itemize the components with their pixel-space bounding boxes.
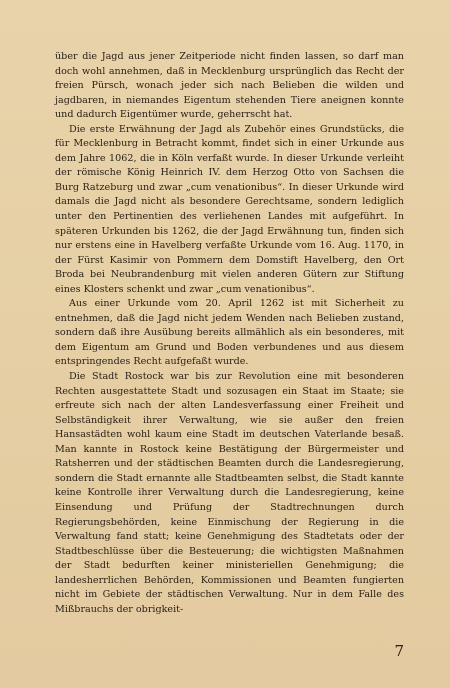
paragraph-1: über die Jagd aus jener Zeitperiode nicht finden lassen, so darf man doch wohl annehmen, daß in Mecklenburg ursprünglich das Recht der freien Pürsch, wonach jeder sich nach Belieben die wilden und jagdbaren, in niemandes Eigentum stehenden Tiere aneignen konnte und dadurch Eigentümer wurde, geherrscht hat. [55,51,404,121]
body-text [55,50,404,617]
page-number: 7 [394,642,404,660]
paragraph-2: Die erste Erwähnung der Jagd als Zubehör eines Grundstücks, die für Mecklenburg in Betracht kommt, findet sich in einer Urkunde aus dem Jahre 1062, die in Köln verfaßt wurde. In dieser Urkunde verleiht der römische König Heinrich IV. dem Herzog Otto von Sachsen die Burg Ratzeburg und zwar „cum venationibus“. In dieser Urkunde wird damals die Jagd nicht als besondere Gerechtsame, sondern lediglich unter den Pertinentien des verliehenen Landes mit aufgeführt. In späteren Urkunden bis 1262, die der Jagd Erwähnung tun, finden sich nur erstens eine in Havelberg verfaßte Urkunde vom 16. Aug. 1170, in der Fürst Kasimir von Pommern dem Domstift Havelberg, den Ort Broda bei Neubrandenburg mit vielen anderen Gütern zur Stiftung eines Klosters schenkt und zwar „cum venationibus“. [55,123,404,295]
paragraph-3: Aus einer Urkunde vom 20. April 1262 ist mit Sicherheit zu entnehmen, daß die Jagd nicht jedem Wenden nach Belieben zustand, sondern daß ihre Ausübung bereits allmählich als ein besonderes, mit dem Eigentum am Grund und Boden verbundenes und aus diesem entspringendes Recht aufgefaßt wurde. [55,298,404,368]
paragraph-4: Die Stadt Rostock war bis zur Revolution eine mit besonderen Rechten ausgestattete Stadt und sozusagen ein Staat im Staate; sie erfreute sich nach der alten Landesverfassung einer Freiheit und Selbständigkeit ihrer Verwaltung, wie sie außer den freien Hansastädten wohl kaum eine Stadt im deutschen Vaterlande besaß. Man kannte in Rostock keine Bestätigung der Bürgermeister und Ratsherren und der städtischen Beamten durch die Landesregierung, sondern die Stadt ernannte alle Stadtbeamten selbst, die Stadt kannte keine Kontrolle ihrer Verwaltung durch die Landesregierung, keine Einsendung und Prüfung der Stadtrechnungen durch Regierungsbehörden, keine Einmischung der Regierung in die Verwaltung fand statt; keine Genehmigung des Stadtetats oder der Stadtbeschlüsse über die Besteuerung; die wichtigsten Maßnahmen der Stadt bedurften keiner ministeriellen Genehmigung; die landesherrlichen Behörden, Kommissionen und Beamten fungierten nicht im Gebiete der städtischen Verwaltung. Nur in dem Falle des Mißbrauchs der obrigkeit- [55,371,404,615]
